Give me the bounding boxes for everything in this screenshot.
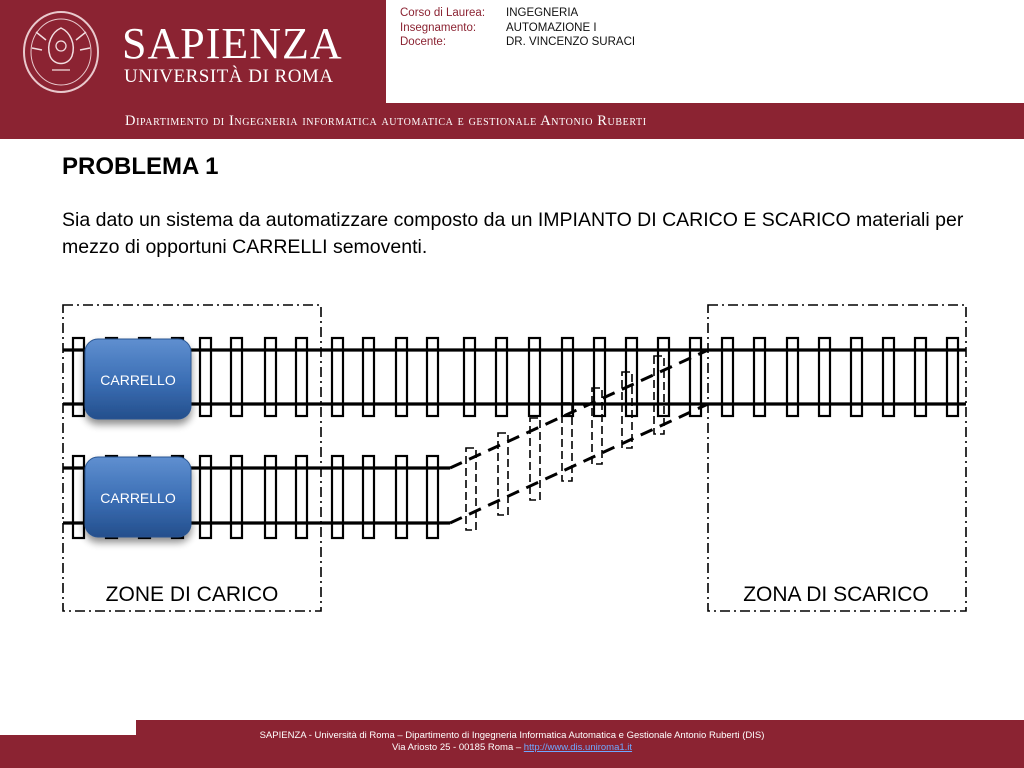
meta-value: DR. VINCENZO SURACI — [506, 36, 636, 48]
meta-row-teaching — [400, 21, 635, 36]
footer-website-link[interactable]: http://www.dis.uniroma1.it — [523, 742, 633, 753]
sapienza-seal-logo — [22, 10, 100, 94]
university-subtitle: UNIVERSITÀ DI ROMA — [124, 66, 334, 87]
slide-title: PROBLEMA 1 — [62, 153, 219, 180]
meta-key: Insegnamento: — [400, 21, 477, 34]
meta-value: AUTOMAZIONE I — [506, 21, 597, 34]
cart-top — [85, 339, 191, 419]
meta-key: Corso di Laurea: — [400, 7, 486, 19]
meta-row-teacher — [400, 35, 635, 50]
university-name: SAPIENZA — [122, 19, 343, 68]
cart-top-label: CARRELLO — [100, 372, 176, 388]
unloading-zone-label: ZONA DI SCARICO — [743, 583, 929, 606]
footer-line-1: SAPIENZA - Università di Roma – Dipartimento di Ingegneria Informatica Automatica e Gestionale Antonio Ruberti (DIS) — [259, 730, 765, 741]
meta-row-course — [400, 6, 635, 21]
cart-bottom — [85, 457, 191, 537]
footer-address: Via Ariosto 25 - 00185 Roma – — [391, 742, 524, 753]
footer-line-2 — [0, 742, 1024, 754]
loading-zone-label: ZONE DI CARICO — [105, 583, 279, 606]
rail-system-diagram — [0, 290, 1024, 620]
footer-text — [0, 730, 1024, 754]
cart-bottom-label: CARRELLO — [100, 490, 176, 506]
course-meta — [400, 6, 635, 50]
department-name: Dipartimento di Ingegneria informatica automatica e gestionale Antonio Ruberti — [125, 113, 647, 129]
meta-key: Docente: — [400, 36, 447, 48]
meta-value: INGEGNERIA — [506, 7, 579, 19]
problem-description: Sia dato un sistema da automatizzare composto da un IMPIANTO DI CARICO E SCARICO materiali per mezzo di opportuni CARRELLI semoventi. — [62, 209, 964, 258]
